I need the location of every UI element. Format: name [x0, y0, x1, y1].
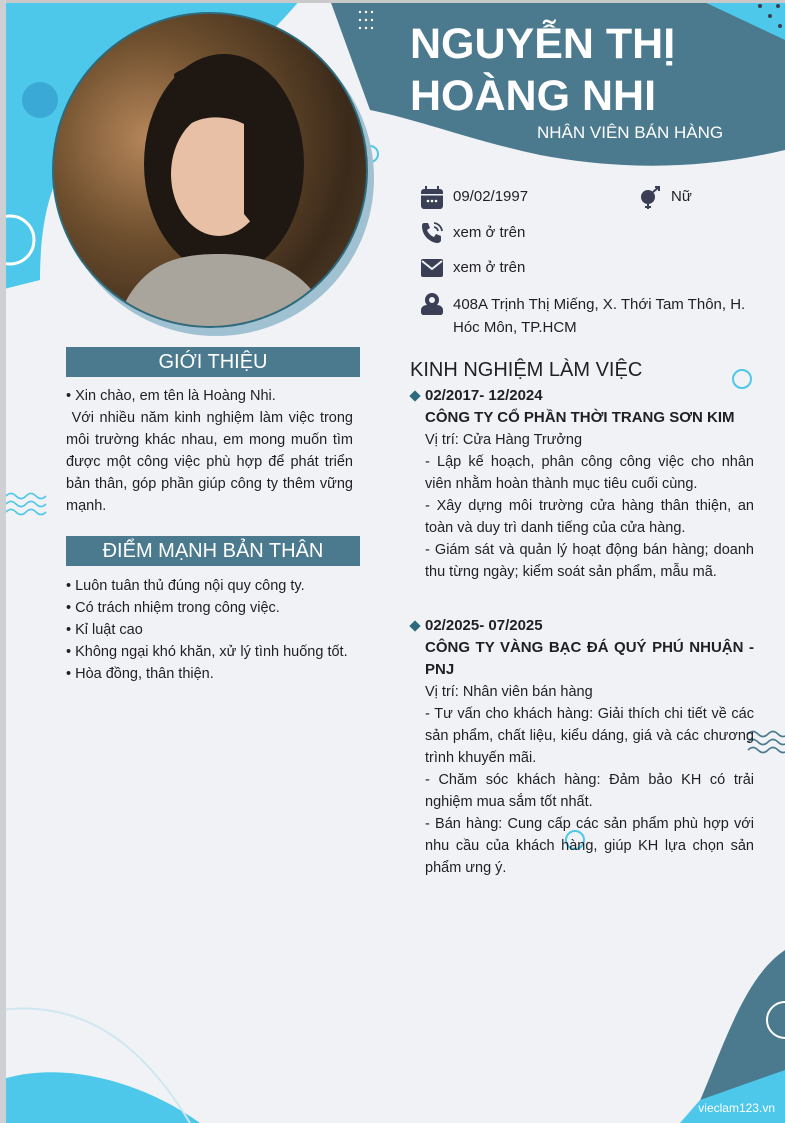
intro-text: [66, 385, 353, 517]
candidate-name: [410, 18, 675, 122]
gender: Nữ: [671, 188, 692, 205]
top-border: [0, 0, 785, 3]
job-position: Vị trí: Cửa Hàng Trưởng: [425, 432, 583, 448]
experience-heading: KINH NGHIỆM LÀM VIỆC: [410, 359, 643, 381]
job-detail: - Lập kế hoạch, phân công công việc cho nhân viên nhằm hoàn thành mục tiêu cuối cùng.: [425, 454, 754, 492]
address: [453, 293, 745, 339]
intro-line: Với nhiều năm kinh nghiệm làm việc trong môi trường khác nhau, em mong muốn tìm được một công việc phù hợp để phát triển bản thân, góp phần giúp công ty thêm vững mạnh.: [66, 410, 353, 514]
intro-heading: GIỚI THIỆU: [66, 347, 360, 377]
email: xem ở trên: [453, 259, 526, 276]
address-line-1: 408A Trịnh Thị Miếng, X. Thới Tam Thôn, H.: [453, 296, 746, 313]
strength-item: • Luôn tuân thủ đúng nội quy công ty.: [66, 578, 305, 594]
phone: xem ở trên: [453, 224, 526, 241]
strengths-heading: ĐIỂM MẠNH BẢN THÂN: [66, 536, 360, 566]
job-period: 02/2025- 07/2025: [425, 617, 543, 634]
profile-photo: [52, 12, 368, 328]
job-entry: [425, 615, 754, 879]
job-period: 02/2017- 12/2024: [425, 387, 543, 404]
name-line-2: HOÀNG NHI: [410, 72, 657, 120]
strength-item: • Kỉ luật cao: [66, 622, 143, 638]
birthdate: 09/02/1997: [453, 188, 529, 205]
gender-icon: [638, 186, 662, 210]
phone-icon: [420, 221, 444, 245]
portrait-image: [54, 14, 368, 328]
job-company: CÔNG TY CỔ PHẦN THỜI TRANG SƠN KIM: [425, 409, 735, 426]
job-detail: - Xây dựng môi trường cửa hàng thân thiện, an toàn và duy trì danh tiếng của cửa hàng.: [425, 498, 754, 536]
strength-item: • Không ngại khó khăn, xử lý tình huống tốt.: [66, 644, 348, 660]
address-line-2: Hóc Môn, TP.HCM: [453, 319, 577, 336]
job-title: NHÂN VIÊN BÁN HÀNG: [537, 123, 724, 142]
email-icon: [420, 256, 444, 280]
calendar-icon: [420, 186, 444, 210]
job-detail: - Bán hàng: Cung cấp các sản phẩm phù hợp với nhu cầu của khách hàng, giúp KH lựa chọn sản phẩm ưng ý.: [425, 816, 754, 876]
job-detail: - Tư vấn cho khách hàng: Giải thích chi tiết về các sản phẩm, chất liệu, kiểu dáng, giá và các chương trình khuyến mãi.: [425, 706, 754, 766]
job-detail: - Giám sát và quản lý hoạt động bán hàng; doanh thu từng ngày; kiểm soát sản phẩm, mẫu mã.: [425, 542, 754, 580]
strength-item: • Có trách nhiệm trong công việc.: [66, 600, 280, 616]
intro-line: • Xin chào, em tên là Hoàng Nhi.: [66, 388, 276, 404]
left-border: [0, 0, 6, 1123]
location-icon: [420, 292, 444, 316]
strength-item: • Hòa đồng, thân thiện.: [66, 666, 214, 682]
name-line-1: NGUYỄN THỊ: [410, 20, 676, 68]
job-entry: [425, 385, 754, 583]
watermark: vieclam123.vn: [698, 1101, 775, 1115]
job-detail: - Chăm sóc khách hàng: Đảm bảo KH có trải nghiệm mua sắm tốt nhất.: [425, 772, 754, 810]
strengths-list: [66, 575, 353, 685]
job-company: CÔNG TY VÀNG BẠC ĐÁ QUÝ PHÚ NHUẬN - PNJ: [425, 639, 754, 678]
job-position: Vị trí: Nhân viên bán hàng: [425, 684, 593, 700]
